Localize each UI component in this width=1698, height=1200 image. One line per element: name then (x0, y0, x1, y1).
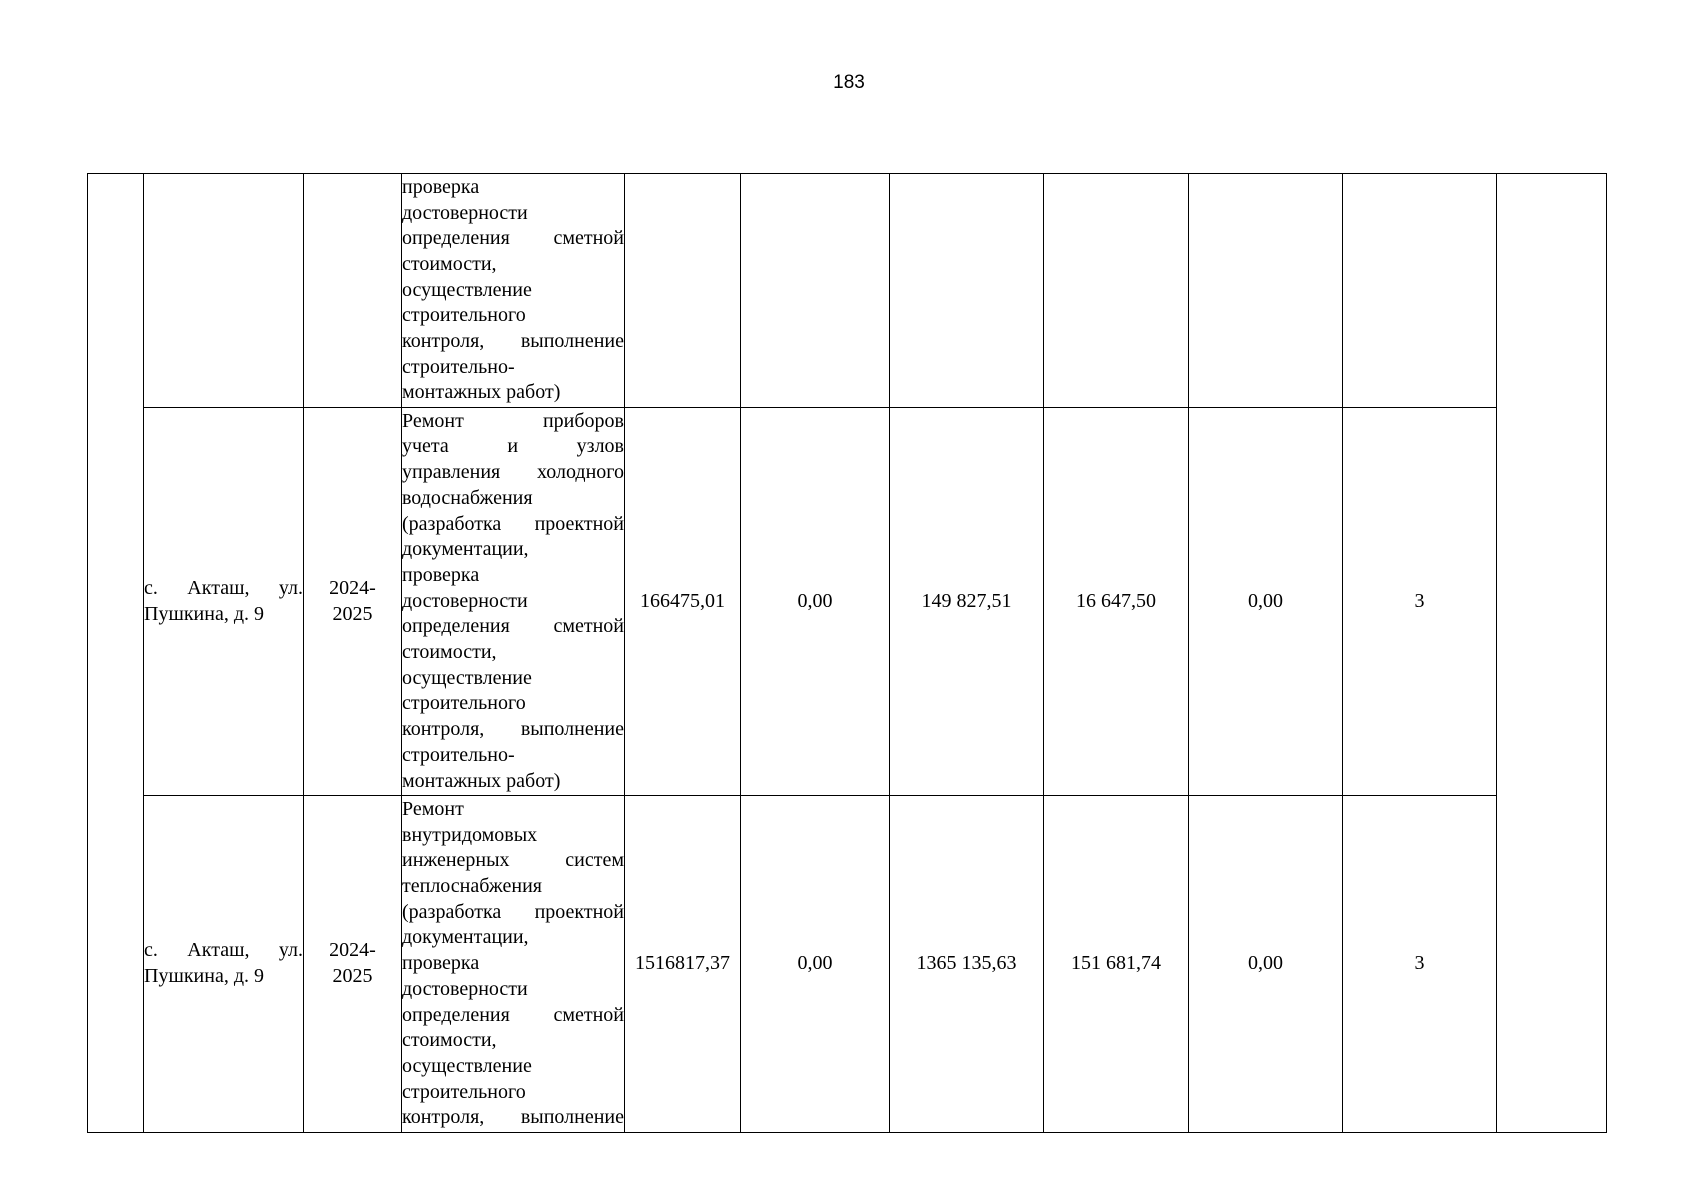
description-line: (разработка проектной (402, 900, 624, 923)
description-line: определения сметной (402, 227, 624, 250)
description-line: контроля, выполнение (402, 1106, 624, 1129)
description-line: инженерных систем (402, 849, 624, 872)
address-line: Пушкина, д. 9 (144, 602, 265, 625)
description-line: осуществление (402, 1054, 532, 1077)
work-description-cell (402, 796, 625, 1133)
description-line: контроля, выполнение (402, 718, 624, 741)
years-cell (304, 174, 402, 408)
description-line: определения сметной (402, 1003, 624, 1026)
description-line: осуществление (402, 278, 532, 301)
years-cell (304, 408, 402, 796)
amount-cell: 0,00 (741, 796, 890, 1133)
year-line: 2024- (329, 939, 376, 962)
count-cell: 3 (1343, 796, 1497, 1133)
work-description-cell (402, 408, 625, 796)
notes-cell (1497, 174, 1607, 1133)
total-cost-cell (625, 174, 741, 408)
page-number: 183 (833, 72, 865, 93)
description-line: контроля, выполнение (402, 330, 624, 353)
count-cell: 3 (1343, 408, 1497, 796)
description-line: достоверности (402, 589, 528, 612)
address-line: с. Акташ, ул. (144, 576, 303, 599)
address-line: с. Акташ, ул. (144, 939, 303, 962)
amount-cell (890, 174, 1044, 408)
description-line: (разработка проектной (402, 512, 624, 535)
amount-cell: 16 647,50 (1044, 408, 1189, 796)
amount-cell (1044, 174, 1189, 408)
description-line: Ремонт приборов (402, 409, 624, 432)
address-line: Пушкина, д. 9 (144, 965, 265, 987)
address-cell (144, 796, 304, 1133)
work-description-cell (402, 174, 625, 408)
amount-cell (741, 174, 890, 408)
address-cell (144, 174, 304, 408)
description-line: монтажных работ) (402, 381, 561, 404)
description-line: стоимости, (402, 252, 497, 275)
description-line: проверка (402, 175, 480, 198)
description-line: документации, (402, 926, 529, 949)
description-line: проверка (402, 563, 480, 586)
year-line: 2025 (332, 602, 373, 625)
address-cell (144, 408, 304, 796)
description-line: управления холодного (402, 461, 624, 484)
years-cell (304, 796, 402, 1133)
amount-cell: 0,00 (1189, 408, 1343, 796)
description-line: монтажных работ) (402, 769, 561, 792)
description-line: проверка (402, 952, 480, 975)
count-cell (1343, 174, 1497, 408)
description-line: строительного (402, 304, 526, 327)
description-line: стоимости, (402, 1029, 497, 1052)
table-row (88, 174, 1607, 408)
description-line: строительно- (402, 355, 515, 378)
total-cost-cell: 1516817,37 (625, 796, 741, 1133)
description-line: учета и узлов (402, 435, 624, 458)
description-line: стоимости, (402, 641, 497, 664)
description-line: определения сметной (402, 615, 624, 638)
description-line: строительного (402, 1080, 526, 1103)
year-line: 2025 (332, 965, 373, 987)
description-line: водоснабжения (402, 486, 533, 509)
description-line: осуществление (402, 666, 532, 689)
amount-cell: 1365 135,63 (890, 796, 1044, 1133)
table-row (88, 796, 1607, 1133)
description-line: достоверности (402, 201, 528, 224)
description-line: теплоснабжения (402, 875, 542, 898)
description-line: Ремонт (402, 797, 464, 820)
description-line: достоверности (402, 977, 528, 1000)
amount-cell: 149 827,51 (890, 408, 1044, 796)
amount-cell: 0,00 (741, 408, 890, 796)
amount-cell (1189, 174, 1343, 408)
table-row (88, 408, 1607, 796)
works-table (87, 173, 1607, 1133)
amount-cell: 151 681,74 (1044, 796, 1189, 1133)
description-line: строительно- (402, 743, 515, 766)
description-line: строительного (402, 692, 526, 715)
year-line: 2024- (329, 576, 376, 599)
total-cost-cell: 166475,01 (625, 408, 741, 796)
description-line: документации, (402, 538, 529, 561)
description-line: внутридомовых (402, 823, 538, 846)
amount-cell: 0,00 (1189, 796, 1343, 1133)
row-number-cell (88, 174, 144, 1133)
